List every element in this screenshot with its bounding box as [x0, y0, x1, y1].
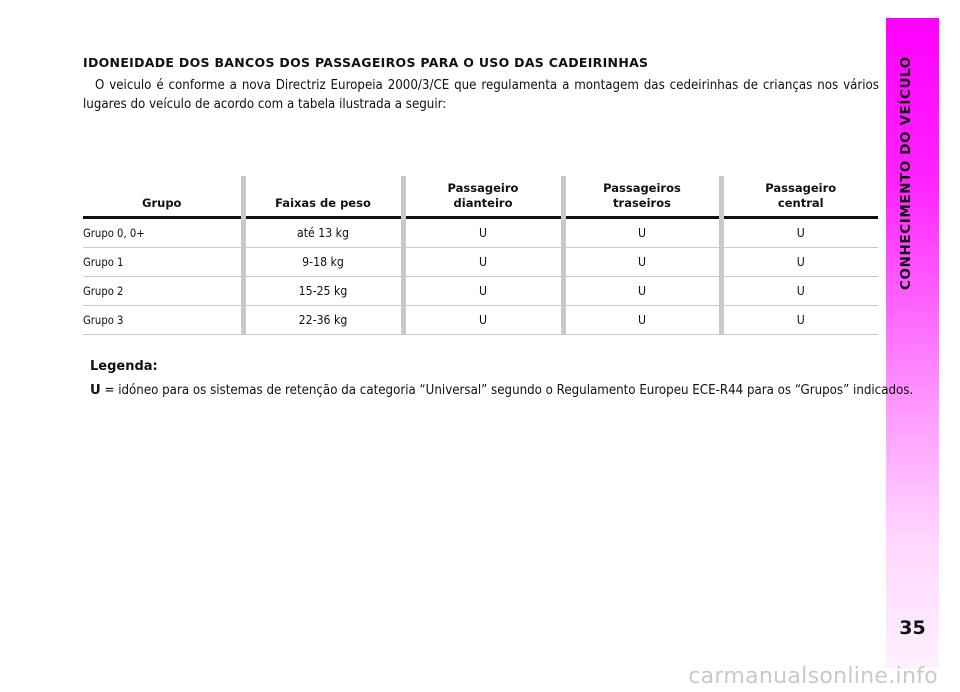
intro-paragraph: O veiculo é conforme a nova Directriz Europeia 2000/3/CE que regulamenta a montagem das cedeirinhas de crianças nos vários lugares do veículo de acordo com a tabela ilustrada a seguir: — [83, 78, 879, 112]
header-front-passenger: Passageiro dianteiro — [403, 176, 563, 218]
cell-central: U — [721, 306, 878, 335]
cell-central: U — [721, 218, 878, 248]
watermark: carmanualsonline.info — [688, 664, 938, 689]
cell-central: U — [721, 248, 878, 277]
section-label: CONHECIMENTO DO VEÍCULO — [898, 56, 914, 290]
cell-group: Grupo 1 — [83, 248, 243, 277]
header-weight-range: Faixas de peso — [243, 176, 403, 218]
page-number: 35 — [899, 617, 926, 639]
table-row — [83, 306, 878, 335]
legend-text: = idóneo para os sistemas de retenção da categoria “Universal” segundo o Regulamento Europeu ECE-R44 para os “Grupos” indicados. — [104, 383, 914, 398]
cell-weight: 9-18 kg — [243, 248, 403, 277]
cell-weight: até 13 kg — [243, 218, 403, 248]
cell-rear: U — [563, 277, 721, 306]
header-group: Grupo — [83, 176, 243, 218]
seat-suitability-table — [83, 176, 878, 335]
table-row — [83, 248, 878, 277]
cell-rear: U — [563, 248, 721, 277]
cell-front: U — [403, 248, 563, 277]
cell-front: U — [403, 306, 563, 335]
table-row — [83, 218, 878, 248]
header-rear-passengers: Passageiros traseiros — [563, 176, 721, 218]
cell-front: U — [403, 218, 563, 248]
cell-group: Grupo 2 — [83, 277, 243, 306]
cell-weight: 22-36 kg — [243, 306, 403, 335]
legend-heading: Legenda: — [90, 359, 158, 374]
cell-rear: U — [563, 218, 721, 248]
cell-front: U — [403, 277, 563, 306]
legend-entry — [90, 383, 914, 398]
cell-group: Grupo 3 — [83, 306, 243, 335]
table-header-row — [83, 176, 878, 218]
table-row — [83, 277, 878, 306]
cell-weight: 15-25 kg — [243, 277, 403, 306]
cell-central: U — [721, 277, 878, 306]
cell-group: Grupo 0, 0+ — [83, 218, 243, 248]
legend-key: U — [90, 383, 101, 398]
header-central-passenger: Passageiro central — [721, 176, 878, 218]
cell-rear: U — [563, 306, 721, 335]
page-title: IDONEIDADE DOS BANCOS DOS PASSAGEIROS PARA O USO DAS CADEIRINHAS — [83, 55, 649, 70]
